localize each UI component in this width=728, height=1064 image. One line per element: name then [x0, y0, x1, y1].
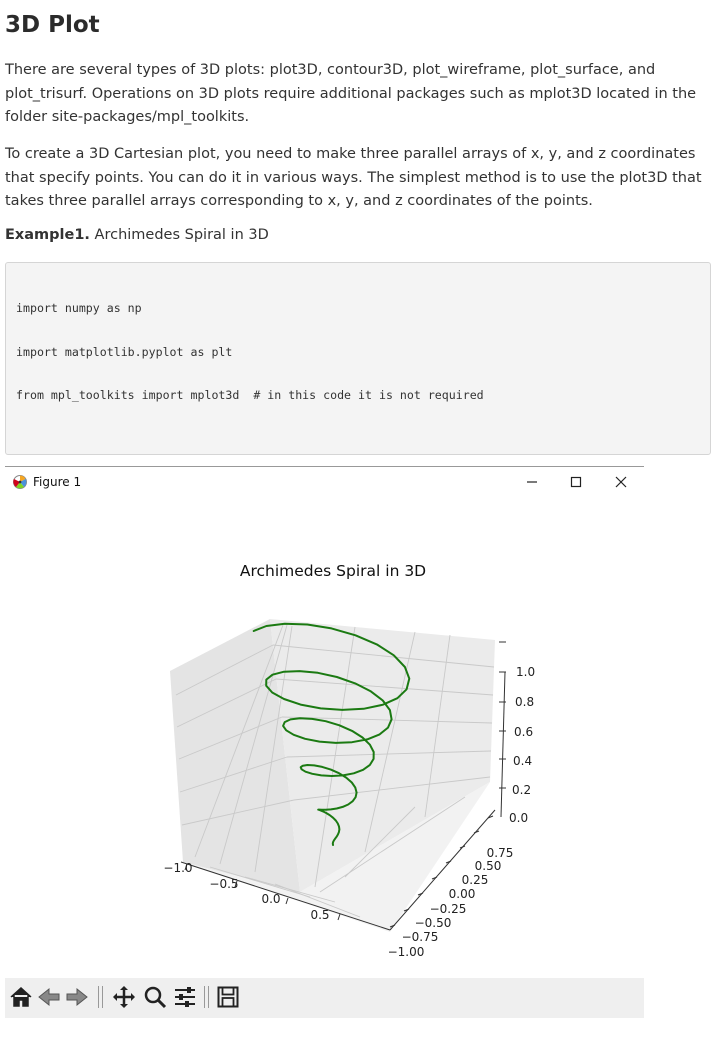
- y-tick-label: −0.50: [414, 916, 452, 930]
- close-icon[interactable]: [610, 471, 632, 493]
- z-tick-label: 0.4: [513, 754, 533, 768]
- code-block: [5, 262, 711, 455]
- toolbar-separator: [208, 986, 209, 1008]
- y-tick-label: −1.00: [387, 945, 425, 959]
- y-tick-label: −0.25: [429, 902, 467, 916]
- spiral-3d-chart: [5, 497, 644, 978]
- axis-line: [501, 672, 505, 817]
- x-tick-mark: [286, 898, 288, 904]
- z-tick-label: 0.8: [515, 695, 535, 709]
- y-tick-label: 0.00: [448, 887, 476, 901]
- x-tick-label: −0.5: [209, 877, 239, 891]
- page-title: 3D Plot: [5, 12, 100, 38]
- configure-subplots-icon[interactable]: [172, 984, 198, 1010]
- forward-arrow-icon[interactable]: [64, 984, 90, 1010]
- figure-toolbar: [5, 978, 644, 1018]
- back-arrow-icon[interactable]: [36, 984, 62, 1010]
- chart-title: Archimedes Spiral in 3D: [239, 562, 427, 580]
- y-tick-label: 0.75: [486, 846, 514, 860]
- toolbar-separator: [204, 986, 205, 1008]
- example-title: Archimedes Spiral in 3D: [94, 227, 269, 243]
- pan-icon[interactable]: [111, 984, 137, 1010]
- toolbar-separator: [102, 986, 103, 1008]
- code-line: import matplotlib.pyplot as plt: [16, 344, 233, 359]
- y-tick-label: 0.50: [474, 859, 502, 873]
- intro-paragraph: There are several types of 3D plots: plot3D, contour3D, plot_wireframe, plot_surface, and plot_trisurf. Operations on 3D plots require additional packages such as mplot3D located in the folder site-packages/mpl_toolkits.: [5, 62, 697, 125]
- save-icon[interactable]: [215, 984, 241, 1010]
- code-line: [16, 432, 700, 447]
- figure-canvas[interactable]: [5, 497, 644, 978]
- example-heading: [5, 227, 269, 243]
- minimize-icon[interactable]: [521, 471, 543, 493]
- z-tick-label: 0.2: [512, 783, 532, 797]
- x-tick-label: −1.0: [163, 861, 193, 875]
- y-tick-label: −0.75: [401, 930, 439, 944]
- home-icon[interactable]: [8, 984, 34, 1010]
- code-line: import numpy as np: [16, 301, 142, 315]
- z-tick-label: 0.6: [514, 725, 534, 739]
- y-tick-label: 0.25: [461, 873, 489, 887]
- code-line: from mpl_toolkits import mplot3d # in this code it is not required: [16, 388, 484, 402]
- window-titlebar: [5, 467, 644, 497]
- x-tick-mark: [338, 914, 340, 920]
- figure-title: Figure 1: [33, 475, 82, 489]
- matplotlib-logo-icon: [12, 474, 28, 490]
- toolbar-separator: [98, 986, 99, 1008]
- maximize-icon[interactable]: [565, 471, 587, 493]
- z-tick-labels: [509, 665, 535, 825]
- x-tick-label: 0.0: [261, 892, 281, 906]
- z-tick-label: 1.0: [516, 665, 536, 679]
- x-tick-label: 0.5: [310, 908, 330, 922]
- zoom-icon[interactable]: [142, 984, 168, 1010]
- z-tick-label: 0.0: [509, 811, 529, 825]
- example-label: Example1.: [5, 227, 90, 243]
- description-paragraph: To create a 3D Cartesian plot, you need to make three parallel arrays of x, y, and z coordinates that specify points. You can do it in various ways. The simplest method is to use the plot3D that takes three parallel arrays corresponding to x, y, and z coordinates of the points.: [5, 146, 702, 209]
- figure-window: [5, 466, 644, 1018]
